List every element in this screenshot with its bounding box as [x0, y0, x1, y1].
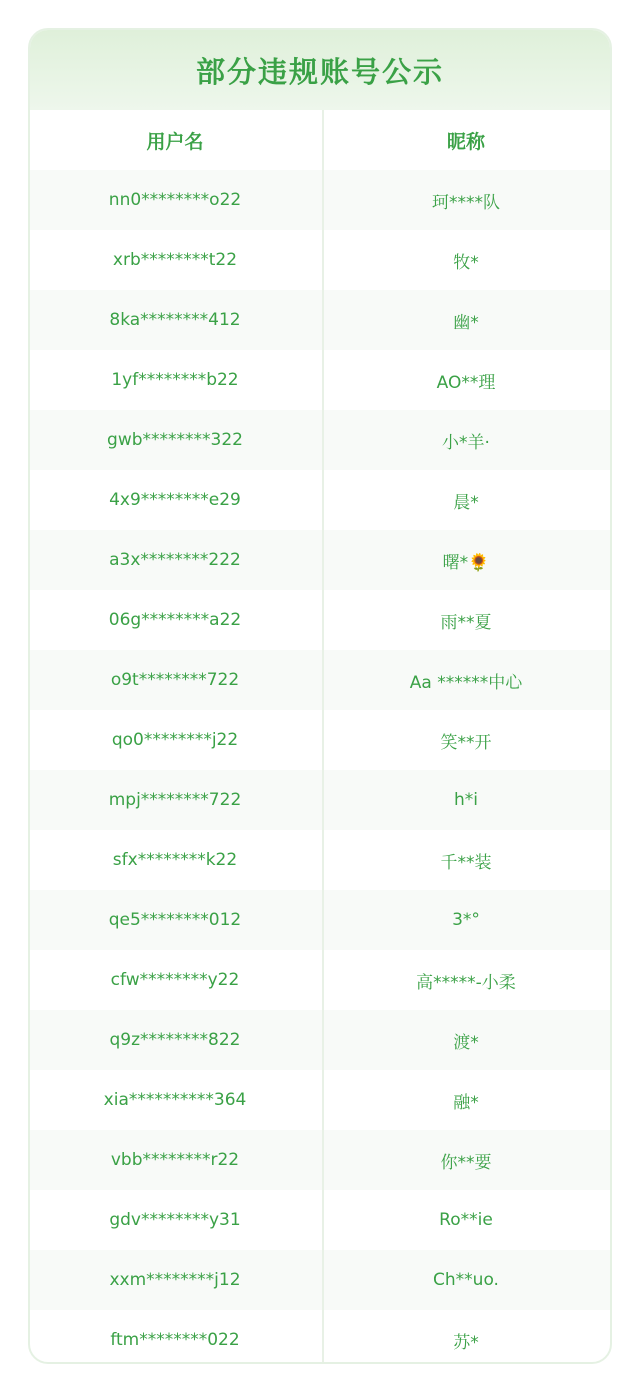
table-row: [30, 650, 610, 710]
table-row: [30, 470, 610, 530]
table-row: [30, 1010, 610, 1070]
header-username: 用户名: [146, 130, 204, 153]
nickname-cell: 晨*: [453, 492, 479, 513]
username-cell: xrb********t22: [112, 250, 238, 270]
table-row: [30, 1250, 610, 1310]
nickname-cell: h*i: [454, 790, 478, 810]
username-cell: nn0********o22: [108, 190, 242, 210]
table-row: [30, 890, 610, 950]
username-cell: xxm********j12: [109, 1270, 241, 1290]
username-cell: 4x9********e29: [109, 490, 241, 510]
nickname-cell: 笑**开: [440, 732, 492, 753]
username-cell: mpj********722: [108, 790, 242, 810]
username-cell: q9z********822: [109, 1030, 241, 1050]
table-row: [30, 830, 610, 890]
nickname-cell: 曙*🌻: [442, 552, 490, 573]
nickname-cell: 珂****队: [432, 192, 500, 213]
username-cell: vbb********r22: [110, 1150, 240, 1170]
table-row: [30, 1130, 610, 1190]
table-header: [30, 110, 610, 170]
username-cell: sfx********k22: [112, 850, 238, 870]
table-row: [30, 230, 610, 290]
page-title: 部分违规账号公示: [195, 54, 444, 89]
username-cell: xia**********364: [103, 1090, 247, 1110]
nickname-cell: Ro**ie: [439, 1210, 493, 1230]
table-row: [30, 350, 610, 410]
nickname-cell: 千**装: [440, 852, 492, 873]
username-cell: gwb********322: [107, 430, 243, 450]
table-row: [30, 170, 610, 230]
username-cell: cfw********y22: [110, 970, 240, 990]
username-cell: o9t********722: [110, 670, 240, 690]
table-row: [30, 1190, 610, 1250]
nickname-cell: 3*°: [452, 910, 480, 930]
nickname-cell: 幽*: [453, 312, 479, 333]
nickname-cell: Ch**uo.: [433, 1270, 499, 1290]
table-row: [30, 710, 610, 770]
table-row: [30, 410, 610, 470]
accounts-table: [30, 110, 610, 1364]
nickname-cell: 你**要: [440, 1152, 492, 1173]
violation-notice-card: [28, 28, 612, 1364]
username-cell: ftm********022: [110, 1330, 240, 1350]
username-cell: qe5********012: [108, 910, 242, 930]
nickname-cell: 高*****-小柔: [416, 972, 516, 993]
column-divider: [322, 110, 324, 1364]
table-row: [30, 770, 610, 830]
nickname-cell: 小*羊·: [442, 432, 490, 453]
username-cell: gdv********y31: [109, 1210, 241, 1230]
nickname-cell: 融*: [453, 1092, 479, 1113]
table-row: [30, 590, 610, 650]
nickname-cell: 雨**夏: [440, 612, 492, 633]
username-cell: a3x********222: [109, 550, 241, 570]
table-row: [30, 530, 610, 590]
nickname-cell: 渡*: [453, 1032, 479, 1053]
nickname-cell: Aa ******中心: [409, 672, 523, 693]
title-bar: [30, 30, 610, 110]
table-row: [30, 950, 610, 1010]
table-row: [30, 290, 610, 350]
username-cell: qo0********j22: [111, 730, 239, 750]
nickname-cell: 苏*: [453, 1332, 479, 1353]
header-nickname: 昵称: [446, 130, 485, 153]
nickname-cell: 牧*: [453, 252, 479, 273]
username-cell: 1yf********b22: [111, 370, 239, 390]
nickname-cell: AO**理: [436, 372, 496, 393]
table-row: [30, 1310, 610, 1364]
table-row: [30, 1070, 610, 1130]
username-cell: 06g********a22: [108, 610, 242, 630]
username-cell: 8ka********412: [109, 310, 241, 330]
